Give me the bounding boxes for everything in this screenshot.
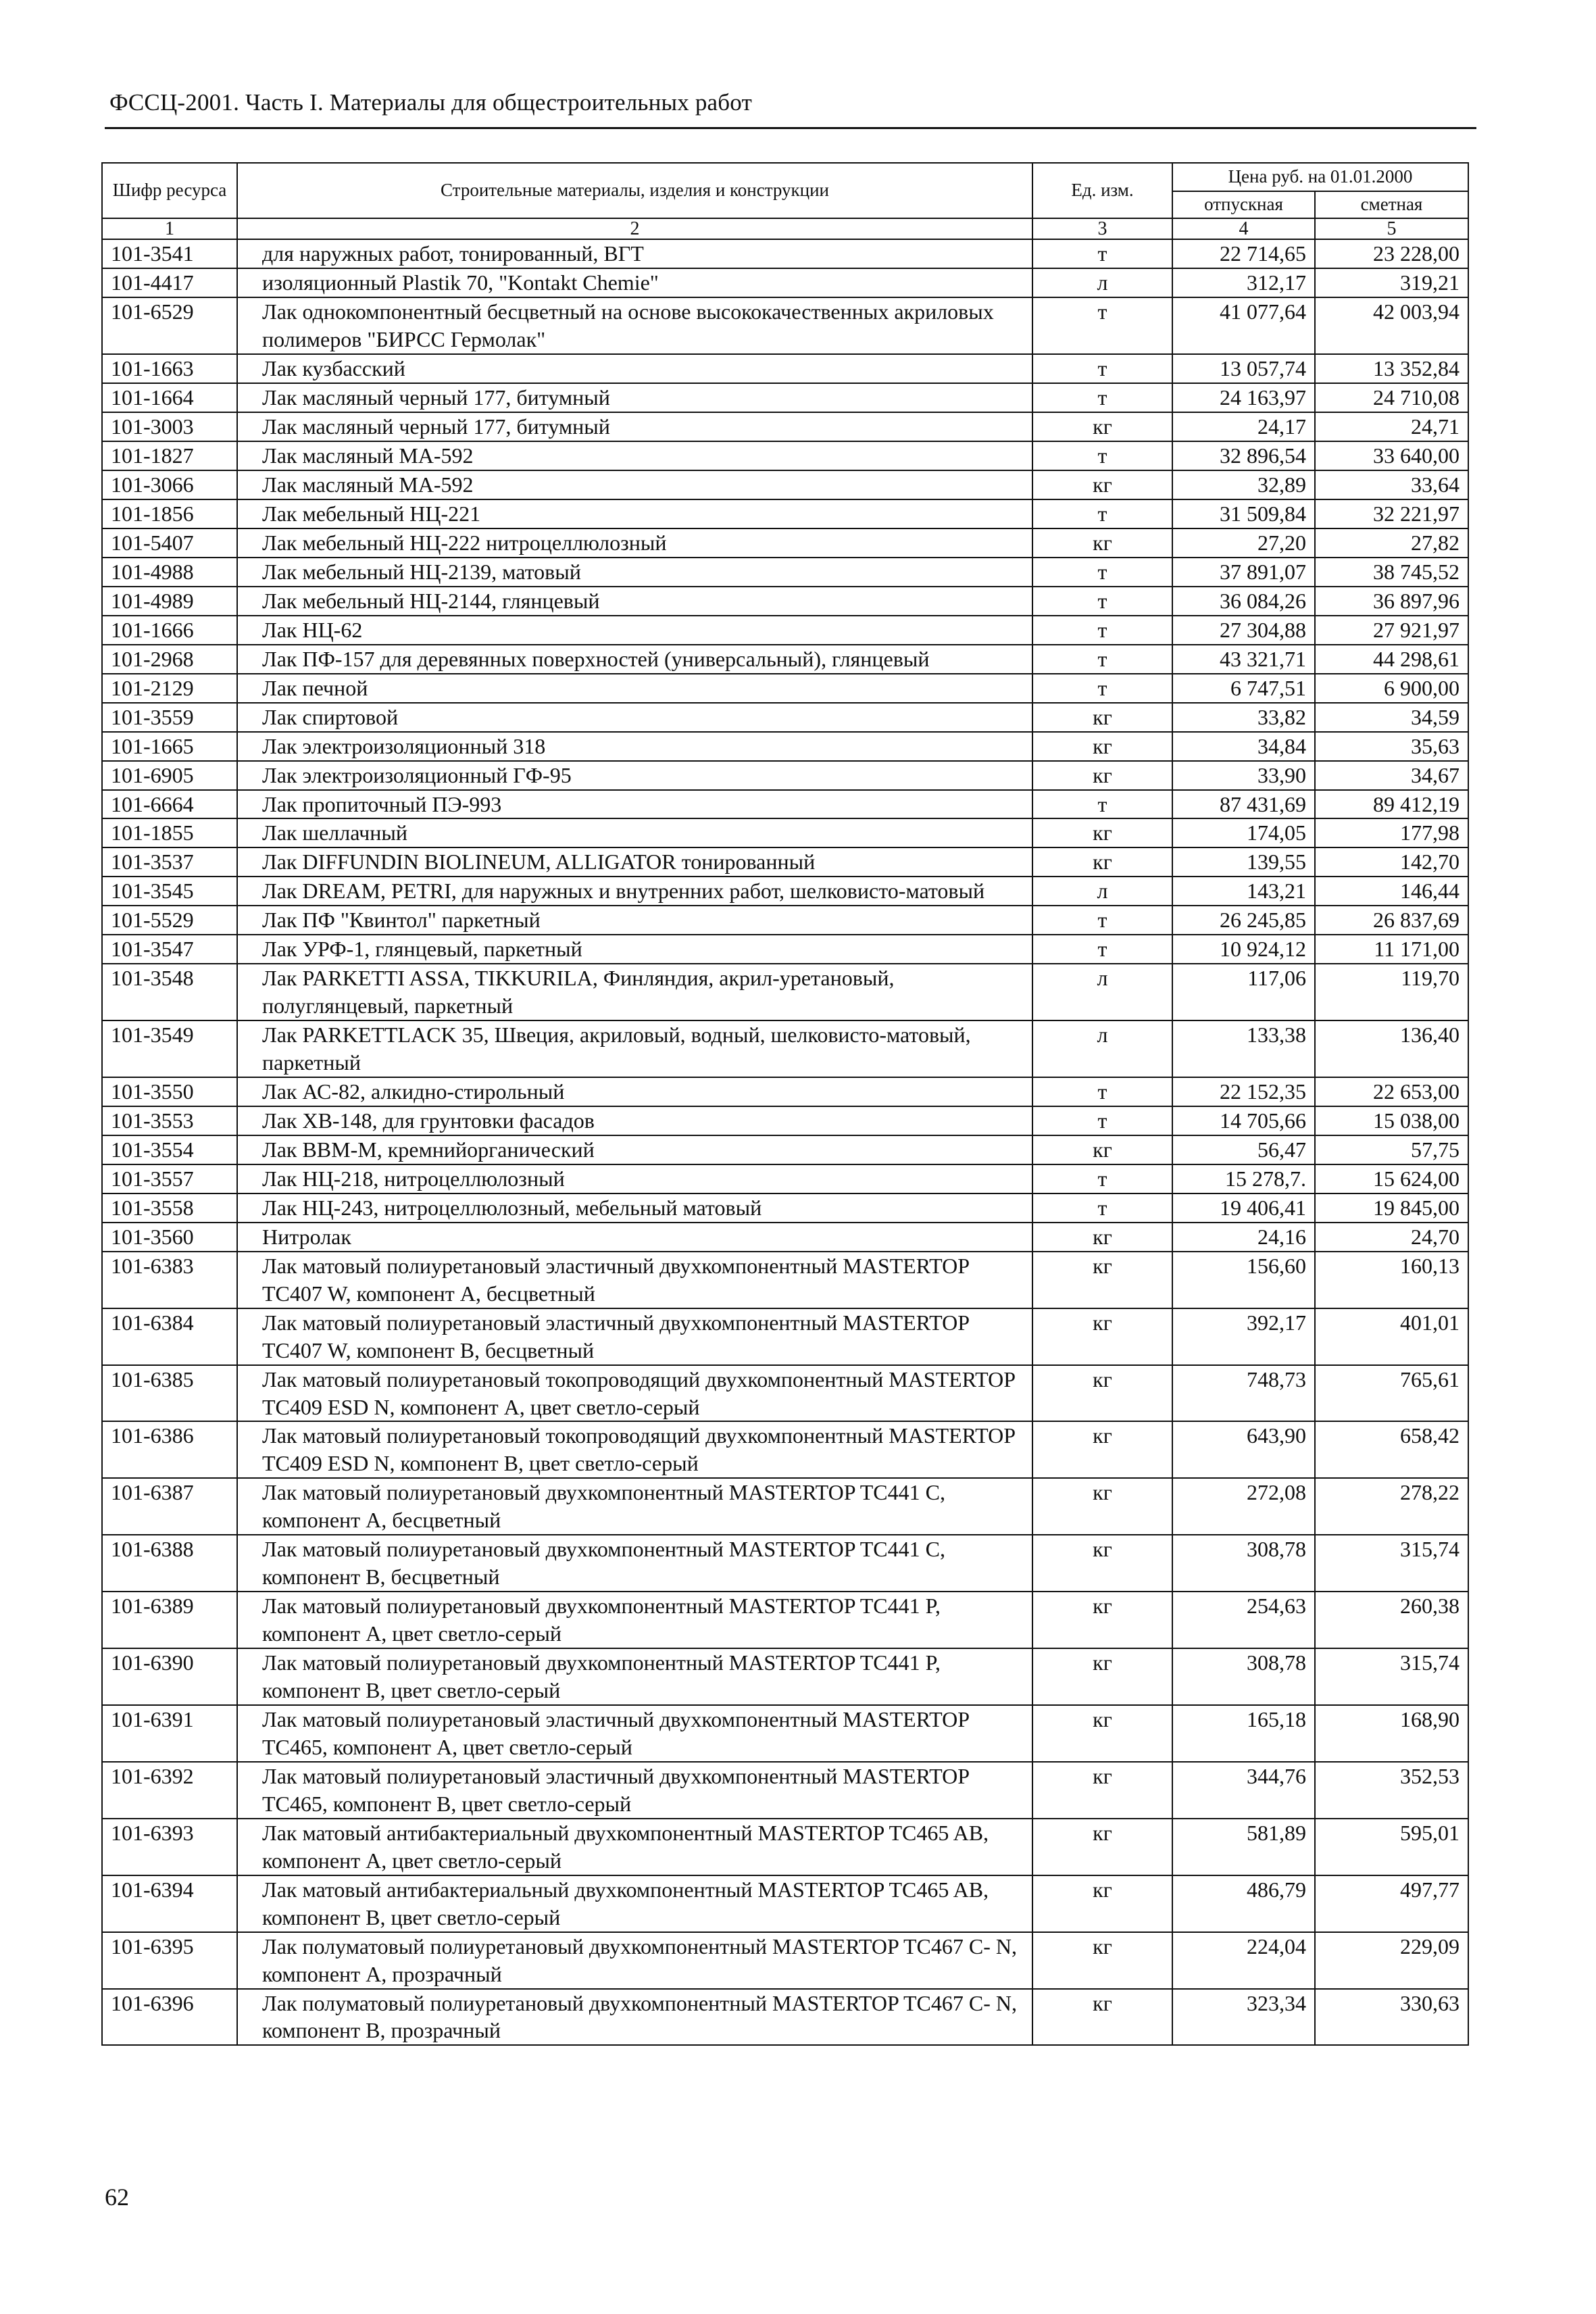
cell-name: Лак печной xyxy=(237,674,1032,703)
cell-unit: т xyxy=(1032,297,1172,354)
cell-name: Лак матовый полиуретановый двухкомпонентный MASTERTOP TC441 P, компонент В, цвет светло-серый xyxy=(237,1648,1032,1705)
cell-estimate: 34,67 xyxy=(1315,761,1468,790)
table-row xyxy=(102,616,1468,645)
cell-release: 22 152,35 xyxy=(1172,1077,1315,1106)
cell-code: 101-2129 xyxy=(102,674,237,703)
cell-unit: кг xyxy=(1032,1875,1172,1932)
cell-code: 101-1663 xyxy=(102,354,237,383)
cell-estimate: 27 921,97 xyxy=(1315,616,1468,645)
table-row xyxy=(102,935,1468,964)
table-row xyxy=(102,470,1468,499)
cell-name: Лак НЦ-62 xyxy=(237,616,1032,645)
cell-estimate: 142,70 xyxy=(1315,847,1468,877)
table-row xyxy=(102,790,1468,819)
cell-code: 101-1665 xyxy=(102,732,237,761)
cell-release: 486,79 xyxy=(1172,1875,1315,1932)
cell-unit: т xyxy=(1032,383,1172,412)
cell-code: 101-6384 xyxy=(102,1308,237,1365)
cell-estimate: 33,64 xyxy=(1315,470,1468,499)
cell-release: 33,90 xyxy=(1172,761,1315,790)
cell-code: 101-6529 xyxy=(102,297,237,354)
cell-release: 174,05 xyxy=(1172,818,1315,847)
cell-release: 308,78 xyxy=(1172,1648,1315,1705)
cell-name: Лак матовый полиуретановый эластичный двухкомпонентный MASTERTOP TC465, компонент А, цвет светло-серый xyxy=(237,1705,1032,1762)
cell-name: Лак матовый полиуретановый токопроводящий двухкомпонентный MASTERTOP TC409 ESD N, компонент А, цвет светло-серый xyxy=(237,1365,1032,1422)
table-row xyxy=(102,645,1468,674)
cell-code: 101-1856 xyxy=(102,499,237,528)
cell-code: 101-3559 xyxy=(102,703,237,732)
cell-release: 14 705,66 xyxy=(1172,1106,1315,1135)
cell-release: 156,60 xyxy=(1172,1252,1315,1308)
cell-name: Нитролак xyxy=(237,1223,1032,1252)
cell-release: 22 714,65 xyxy=(1172,239,1315,268)
cell-name: Лак НЦ-243, нитроцеллюлозный, мебельный матовый xyxy=(237,1193,1032,1223)
cell-release: 272,08 xyxy=(1172,1478,1315,1535)
cell-unit: т xyxy=(1032,674,1172,703)
cell-unit: кг xyxy=(1032,1705,1172,1762)
cell-release: 87 431,69 xyxy=(1172,790,1315,819)
cell-release: 643,90 xyxy=(1172,1421,1315,1478)
header-code: Шифр ресурса xyxy=(102,163,237,218)
table-row xyxy=(102,906,1468,935)
cell-unit: л xyxy=(1032,877,1172,906)
cell-unit: кг xyxy=(1032,528,1172,558)
cell-unit: кг xyxy=(1032,1819,1172,1875)
table-row xyxy=(102,1308,1468,1365)
cell-estimate: 401,01 xyxy=(1315,1308,1468,1365)
cell-code: 101-4989 xyxy=(102,587,237,616)
cell-unit: кг xyxy=(1032,1421,1172,1478)
table-row xyxy=(102,1478,1468,1535)
cell-name: Лак масляный МА-592 xyxy=(237,470,1032,499)
cell-code: 101-4988 xyxy=(102,558,237,587)
cell-unit: кг xyxy=(1032,1223,1172,1252)
cell-name: Лак электроизоляционный ГФ-95 xyxy=(237,761,1032,790)
cell-unit: т xyxy=(1032,441,1172,470)
page-number: 62 xyxy=(105,2184,129,2211)
cell-unit: т xyxy=(1032,354,1172,383)
cell-unit: т xyxy=(1032,499,1172,528)
cell-unit: кг xyxy=(1032,1308,1172,1365)
cell-estimate: 44 298,61 xyxy=(1315,645,1468,674)
cell-unit: т xyxy=(1032,1077,1172,1106)
cell-estimate: 24,71 xyxy=(1315,412,1468,441)
cell-name: Лак АС-82, алкидно-стирольный xyxy=(237,1077,1032,1106)
cell-estimate: 6 900,00 xyxy=(1315,674,1468,703)
cell-unit: т xyxy=(1032,790,1172,819)
cell-unit: кг xyxy=(1032,818,1172,847)
cell-name: Лак DIFFUNDIN BIOLINEUM, ALLIGATOR тонированный xyxy=(237,847,1032,877)
cell-code: 101-1666 xyxy=(102,616,237,645)
table-row xyxy=(102,818,1468,847)
column-number: 4 xyxy=(1172,218,1315,239)
cell-code: 101-5529 xyxy=(102,906,237,935)
cell-estimate: 319,21 xyxy=(1315,268,1468,297)
table-row xyxy=(102,674,1468,703)
cell-code: 101-1664 xyxy=(102,383,237,412)
cell-unit: т xyxy=(1032,935,1172,964)
table-row xyxy=(102,558,1468,587)
cell-name: Лак кузбасский xyxy=(237,354,1032,383)
cell-estimate: 23 228,00 xyxy=(1315,239,1468,268)
cell-unit: кг xyxy=(1032,703,1172,732)
cell-name: Лак ПФ "Квинтол" паркетный xyxy=(237,906,1032,935)
table-row xyxy=(102,1989,1468,2046)
cell-name: Лак матовый антибактериальный двухкомпонентный MASTERTOP TC465 AB, компонент А, цвет светло-серый xyxy=(237,1819,1032,1875)
cell-code: 101-6389 xyxy=(102,1592,237,1648)
cell-unit: т xyxy=(1032,1193,1172,1223)
header-estimate-price: сметная xyxy=(1315,191,1468,218)
cell-release: 308,78 xyxy=(1172,1535,1315,1592)
cell-unit: т xyxy=(1032,1106,1172,1135)
cell-code: 101-6383 xyxy=(102,1252,237,1308)
cell-release: 323,34 xyxy=(1172,1989,1315,2046)
header-unit: Ед. изм. xyxy=(1032,163,1172,218)
table-row xyxy=(102,1819,1468,1875)
table-row xyxy=(102,412,1468,441)
table-row xyxy=(102,499,1468,528)
cell-code: 101-5407 xyxy=(102,528,237,558)
cell-estimate: 260,38 xyxy=(1315,1592,1468,1648)
column-number: 2 xyxy=(237,218,1032,239)
cell-unit: кг xyxy=(1032,1365,1172,1422)
cell-release: 43 321,71 xyxy=(1172,645,1315,674)
table-row xyxy=(102,239,1468,268)
cell-name: Лак матовый полиуретановый двухкомпонентный MASTERTOP TC441 P, компонент А, цвет светло-серый xyxy=(237,1592,1032,1648)
cell-estimate: 57,75 xyxy=(1315,1135,1468,1164)
cell-release: 139,55 xyxy=(1172,847,1315,877)
cell-release: 6 747,51 xyxy=(1172,674,1315,703)
cell-estimate: 315,74 xyxy=(1315,1648,1468,1705)
cell-estimate: 119,70 xyxy=(1315,964,1468,1020)
cell-code: 101-1827 xyxy=(102,441,237,470)
cell-name: Лак пропиточный ПЭ-993 xyxy=(237,790,1032,819)
cell-release: 117,06 xyxy=(1172,964,1315,1020)
table-row xyxy=(102,297,1468,354)
cell-release: 56,47 xyxy=(1172,1135,1315,1164)
cell-unit: кг xyxy=(1032,1592,1172,1648)
cell-name: изоляционный Plastik 70, "Kontakt Chemie" xyxy=(237,268,1032,297)
cell-unit: л xyxy=(1032,268,1172,297)
cell-release: 41 077,64 xyxy=(1172,297,1315,354)
cell-code: 101-6391 xyxy=(102,1705,237,1762)
cell-estimate: 32 221,97 xyxy=(1315,499,1468,528)
cell-release: 15 278,7. xyxy=(1172,1164,1315,1193)
cell-release: 165,18 xyxy=(1172,1705,1315,1762)
cell-code: 101-6394 xyxy=(102,1875,237,1932)
cell-release: 133,38 xyxy=(1172,1020,1315,1077)
cell-release: 143,21 xyxy=(1172,877,1315,906)
column-numbers-row xyxy=(102,218,1468,239)
cell-code: 101-6392 xyxy=(102,1762,237,1819)
cell-code: 101-6390 xyxy=(102,1648,237,1705)
column-number: 3 xyxy=(1032,218,1172,239)
cell-unit: кг xyxy=(1032,1989,1172,2046)
table-row xyxy=(102,1020,1468,1077)
cell-unit: кг xyxy=(1032,1932,1172,1989)
cell-code: 101-3537 xyxy=(102,847,237,877)
cell-unit: т xyxy=(1032,239,1172,268)
cell-estimate: 38 745,52 xyxy=(1315,558,1468,587)
table-row xyxy=(102,383,1468,412)
cell-release: 224,04 xyxy=(1172,1932,1315,1989)
cell-name: Лак однокомпонентный бесцветный на основе высококачественных акриловых полимеров "БИРСС Гермолак" xyxy=(237,297,1032,354)
cell-code: 101-6905 xyxy=(102,761,237,790)
cell-estimate: 315,74 xyxy=(1315,1535,1468,1592)
price-table xyxy=(101,162,1469,2046)
cell-code: 101-3066 xyxy=(102,470,237,499)
cell-code: 101-6387 xyxy=(102,1478,237,1535)
cell-estimate: 160,13 xyxy=(1315,1252,1468,1308)
cell-release: 27 304,88 xyxy=(1172,616,1315,645)
cell-code: 101-3541 xyxy=(102,239,237,268)
cell-unit: т xyxy=(1032,906,1172,935)
cell-name: Лак шеллачный xyxy=(237,818,1032,847)
cell-name: Лак матовый полиуретановый эластичный двухкомпонентный MASTERTOP TC407 W, компонент А, бесцветный xyxy=(237,1252,1032,1308)
cell-unit: т xyxy=(1032,645,1172,674)
cell-name: Лак спиртовой xyxy=(237,703,1032,732)
cell-release: 344,76 xyxy=(1172,1762,1315,1819)
table-row xyxy=(102,1705,1468,1762)
cell-name: Лак масляный черный 177, битумный xyxy=(237,412,1032,441)
cell-code: 101-4417 xyxy=(102,268,237,297)
table-row xyxy=(102,1106,1468,1135)
cell-estimate: 33 640,00 xyxy=(1315,441,1468,470)
table-row xyxy=(102,1535,1468,1592)
cell-unit: т xyxy=(1032,1164,1172,1193)
cell-release: 10 924,12 xyxy=(1172,935,1315,964)
cell-estimate: 765,61 xyxy=(1315,1365,1468,1422)
cell-estimate: 34,59 xyxy=(1315,703,1468,732)
cell-release: 27,20 xyxy=(1172,528,1315,558)
cell-name: Лак масляный МА-592 xyxy=(237,441,1032,470)
cell-name: Лак масляный черный 177, битумный xyxy=(237,383,1032,412)
cell-estimate: 35,63 xyxy=(1315,732,1468,761)
cell-release: 37 891,07 xyxy=(1172,558,1315,587)
cell-unit: кг xyxy=(1032,847,1172,877)
cell-name: Лак PARKETTLACK 35, Швеция, акриловый, водный, шелковисто-матовый, паркетный xyxy=(237,1020,1032,1077)
table-row xyxy=(102,1421,1468,1478)
cell-name: Лак ХВ-148, для грунтовки фасадов xyxy=(237,1106,1032,1135)
cell-code: 101-3560 xyxy=(102,1223,237,1252)
cell-release: 32,89 xyxy=(1172,470,1315,499)
cell-estimate: 136,40 xyxy=(1315,1020,1468,1077)
cell-code: 101-6386 xyxy=(102,1421,237,1478)
cell-name: Лак ПФ-157 для деревянных поверхностей (универсальный), глянцевый xyxy=(237,645,1032,674)
cell-name: Лак матовый полиуретановый эластичный двухкомпонентный MASTERTOP TC465, компонент В, цвет светло-серый xyxy=(237,1762,1032,1819)
cell-estimate: 11 171,00 xyxy=(1315,935,1468,964)
cell-release: 26 245,85 xyxy=(1172,906,1315,935)
table-header xyxy=(102,163,1468,239)
cell-unit: л xyxy=(1032,964,1172,1020)
cell-code: 101-3558 xyxy=(102,1193,237,1223)
header-rule xyxy=(105,127,1476,129)
table-row xyxy=(102,441,1468,470)
cell-name: Лак полуматовый полиуретановый двухкомпонентный MASTERTOP TC467 C- N, компонент А, прозрачный xyxy=(237,1932,1032,1989)
table-row xyxy=(102,1193,1468,1223)
table-row xyxy=(102,354,1468,383)
header-name: Строительные материалы, изделия и конструкции xyxy=(237,163,1032,218)
cell-release: 392,17 xyxy=(1172,1308,1315,1365)
cell-code: 101-6396 xyxy=(102,1989,237,2046)
cell-estimate: 177,98 xyxy=(1315,818,1468,847)
header-price-group: Цена руб. на 01.01.2000 xyxy=(1172,163,1468,191)
cell-code: 101-3553 xyxy=(102,1106,237,1135)
table-row xyxy=(102,1648,1468,1705)
cell-estimate: 22 653,00 xyxy=(1315,1077,1468,1106)
cell-release: 24 163,97 xyxy=(1172,383,1315,412)
header-release-price: отпускная xyxy=(1172,191,1315,218)
table-row xyxy=(102,1223,1468,1252)
cell-name: Лак полуматовый полиуретановый двухкомпонентный MASTERTOP TC467 C- N, компонент В, прозрачный xyxy=(237,1989,1032,2046)
table-row xyxy=(102,1365,1468,1422)
cell-estimate: 89 412,19 xyxy=(1315,790,1468,819)
cell-unit: кг xyxy=(1032,761,1172,790)
cell-name: Лак УРФ-1, глянцевый, паркетный xyxy=(237,935,1032,964)
cell-code: 101-6385 xyxy=(102,1365,237,1422)
cell-release: 24,16 xyxy=(1172,1223,1315,1252)
table-row xyxy=(102,1592,1468,1648)
cell-name: Лак мебельный НЦ-2144, глянцевый xyxy=(237,587,1032,616)
cell-name: Лак матовый полиуретановый двухкомпонентный MASTERTOP TC441 C, компонент В, бесцветный xyxy=(237,1535,1032,1592)
table-row xyxy=(102,1252,1468,1308)
table-row xyxy=(102,877,1468,906)
cell-unit: л xyxy=(1032,1020,1172,1077)
cell-code: 101-1855 xyxy=(102,818,237,847)
table-row xyxy=(102,1762,1468,1819)
cell-code: 101-3003 xyxy=(102,412,237,441)
cell-code: 101-6395 xyxy=(102,1932,237,1989)
table-row xyxy=(102,964,1468,1020)
column-number: 1 xyxy=(102,218,237,239)
cell-unit: т xyxy=(1032,558,1172,587)
cell-name: Лак матовый полиуретановый токопроводящий двухкомпонентный MASTERTOP TC409 ESD N, компонент В, цвет светло-серый xyxy=(237,1421,1032,1478)
cell-release: 33,82 xyxy=(1172,703,1315,732)
cell-estimate: 15 624,00 xyxy=(1315,1164,1468,1193)
cell-estimate: 19 845,00 xyxy=(1315,1193,1468,1223)
cell-unit: кг xyxy=(1032,1135,1172,1164)
table-row xyxy=(102,1077,1468,1106)
cell-release: 581,89 xyxy=(1172,1819,1315,1875)
cell-release: 24,17 xyxy=(1172,412,1315,441)
cell-name: Лак матовый полиуретановый двухкомпонентный MASTERTOP TC441 C, компонент А, бесцветный xyxy=(237,1478,1032,1535)
cell-estimate: 27,82 xyxy=(1315,528,1468,558)
cell-release: 254,63 xyxy=(1172,1592,1315,1648)
cell-name: Лак мебельный НЦ-221 xyxy=(237,499,1032,528)
cell-unit: кг xyxy=(1032,1535,1172,1592)
page-header-title: ФССЦ-2001. Часть I. Материалы для общестроительных работ xyxy=(109,89,753,116)
cell-estimate: 24 710,08 xyxy=(1315,383,1468,412)
table-row xyxy=(102,268,1468,297)
cell-estimate: 595,01 xyxy=(1315,1819,1468,1875)
cell-name: Лак матовый полиуретановый эластичный двухкомпонентный MASTERTOP TC407 W, компонент В, бесцветный xyxy=(237,1308,1032,1365)
cell-unit: т xyxy=(1032,616,1172,645)
cell-name: Лак матовый антибактериальный двухкомпонентный MASTERTOP TC465 AB, компонент В, цвет светло-серый xyxy=(237,1875,1032,1932)
cell-estimate: 26 837,69 xyxy=(1315,906,1468,935)
cell-unit: кг xyxy=(1032,1648,1172,1705)
cell-name: для наружных работ, тонированный, ВГТ xyxy=(237,239,1032,268)
cell-code: 101-3550 xyxy=(102,1077,237,1106)
cell-name: Лак мебельный НЦ-2139, матовый xyxy=(237,558,1032,587)
cell-name: Лак ВВМ-М, кремнийорганический xyxy=(237,1135,1032,1164)
table-row xyxy=(102,1932,1468,1989)
cell-release: 34,84 xyxy=(1172,732,1315,761)
cell-unit: кг xyxy=(1032,732,1172,761)
cell-unit: кг xyxy=(1032,1252,1172,1308)
cell-estimate: 13 352,84 xyxy=(1315,354,1468,383)
cell-estimate: 146,44 xyxy=(1315,877,1468,906)
cell-estimate: 658,42 xyxy=(1315,1421,1468,1478)
cell-release: 19 406,41 xyxy=(1172,1193,1315,1223)
table-row xyxy=(102,847,1468,877)
cell-code: 101-3545 xyxy=(102,877,237,906)
table-row xyxy=(102,1164,1468,1193)
cell-name: Лак DREAM, PETRI, для наружных и внутренних работ, шелковисто-матовый xyxy=(237,877,1032,906)
table-body xyxy=(102,239,1468,2045)
cell-unit: кг xyxy=(1032,1762,1172,1819)
cell-name: Лак электроизоляционный 318 xyxy=(237,732,1032,761)
table-row xyxy=(102,703,1468,732)
cell-release: 312,17 xyxy=(1172,268,1315,297)
cell-code: 101-3547 xyxy=(102,935,237,964)
cell-estimate: 15 038,00 xyxy=(1315,1106,1468,1135)
cell-estimate: 330,63 xyxy=(1315,1989,1468,2046)
cell-code: 101-6393 xyxy=(102,1819,237,1875)
table-row xyxy=(102,761,1468,790)
cell-code: 101-3548 xyxy=(102,964,237,1020)
table-row xyxy=(102,1875,1468,1932)
cell-release: 31 509,84 xyxy=(1172,499,1315,528)
table-row xyxy=(102,732,1468,761)
cell-release: 36 084,26 xyxy=(1172,587,1315,616)
column-number: 5 xyxy=(1315,218,1468,239)
cell-estimate: 24,70 xyxy=(1315,1223,1468,1252)
table-row xyxy=(102,528,1468,558)
cell-unit: кг xyxy=(1032,412,1172,441)
cell-name: Лак PARKETTI ASSA, TIKKURILA, Финляндия, акрил-уретановый, полуглянцевый, паркетный xyxy=(237,964,1032,1020)
cell-unit: кг xyxy=(1032,1478,1172,1535)
table-row xyxy=(102,1135,1468,1164)
cell-estimate: 168,90 xyxy=(1315,1705,1468,1762)
cell-release: 13 057,74 xyxy=(1172,354,1315,383)
table-row xyxy=(102,587,1468,616)
cell-release: 32 896,54 xyxy=(1172,441,1315,470)
cell-name: Лак мебельный НЦ-222 нитроцеллюлозный xyxy=(237,528,1032,558)
cell-code: 101-6664 xyxy=(102,790,237,819)
cell-code: 101-3557 xyxy=(102,1164,237,1193)
cell-estimate: 229,09 xyxy=(1315,1932,1468,1989)
cell-estimate: 497,77 xyxy=(1315,1875,1468,1932)
cell-name: Лак НЦ-218, нитроцеллюлозный xyxy=(237,1164,1032,1193)
cell-release: 748,73 xyxy=(1172,1365,1315,1422)
cell-code: 101-3549 xyxy=(102,1020,237,1077)
cell-unit: т xyxy=(1032,587,1172,616)
cell-code: 101-6388 xyxy=(102,1535,237,1592)
cell-unit: кг xyxy=(1032,470,1172,499)
cell-estimate: 278,22 xyxy=(1315,1478,1468,1535)
cell-estimate: 42 003,94 xyxy=(1315,297,1468,354)
cell-code: 101-3554 xyxy=(102,1135,237,1164)
cell-estimate: 352,53 xyxy=(1315,1762,1468,1819)
cell-estimate: 36 897,96 xyxy=(1315,587,1468,616)
cell-code: 101-2968 xyxy=(102,645,237,674)
